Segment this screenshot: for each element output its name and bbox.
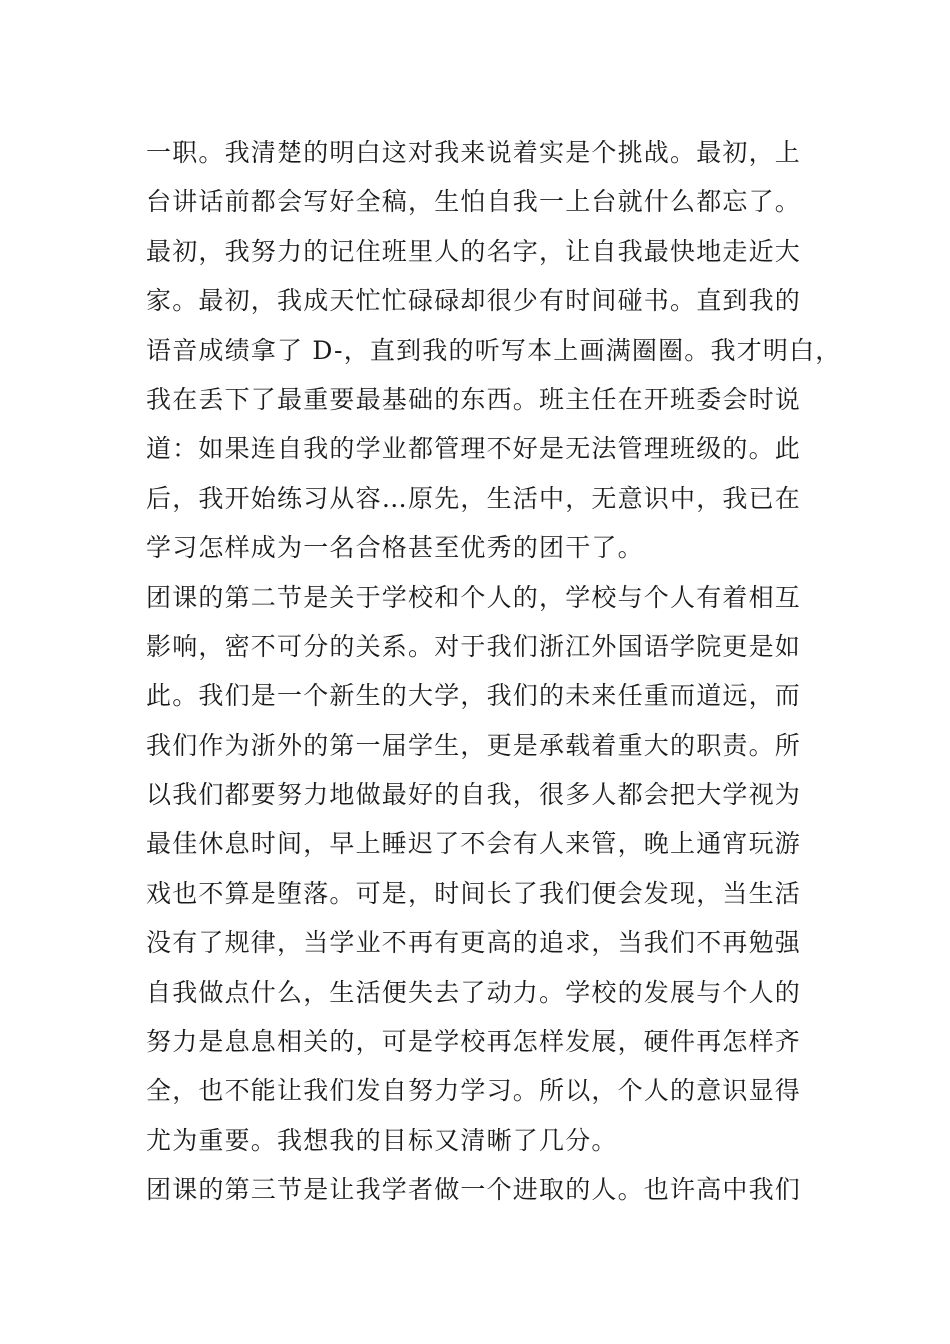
- text-line: 团课的第三节是让我学者做一个进取的人。也许高中我们: [146, 1175, 802, 1205]
- text-line: 最初，我努力的记住班里人的名字，让自我最快地走近大: [146, 236, 802, 266]
- text-line: 学习怎样成为一名合格甚至优秀的团干了。: [146, 533, 644, 563]
- document-body-text: [146, 128, 842, 1215]
- text-line: 团课的第二节是关于学校和个人的，学校与个人有着相互: [146, 582, 802, 612]
- text-line: 最佳休息时间，早上睡迟了不会有人来管，晚上通宵玩游: [146, 829, 802, 859]
- text-line: 努力是息息相关的，可是学校再怎样发展，硬件再怎样齐: [146, 1027, 802, 1057]
- text-line: 全，也不能让我们发自努力学习。所以，个人的意识显得: [146, 1076, 802, 1106]
- text-line: 我在丢下了最重要最基础的东西。班主任在开班委会时说: [146, 384, 802, 414]
- text-line: 台讲话前都会写好全稿，生怕自我一上台就什么都忘了。: [146, 187, 802, 217]
- text-line: 影响，密不可分的关系。对于我们浙江外国语学院更是如: [146, 631, 802, 661]
- text-line: 后，我开始练习从容…原先，生活中，无意识中，我已在: [146, 483, 802, 513]
- text-line: 没有了规律，当学业不再有更高的追求，当我们不再勉强: [146, 928, 802, 958]
- text-line: 一职。我清楚的明白这对我来说着实是个挑战。最初，上: [146, 138, 802, 167]
- text-line: 尤为重要。我想我的目标又清晰了几分。: [146, 1125, 618, 1155]
- text-line: 戏也不算是堕落。可是，时间长了我们便会发现，当生活: [146, 878, 802, 908]
- text-line: 我们作为浙外的第一届学生，更是承载着重大的职责。所: [146, 730, 802, 760]
- text-line: 道：如果连自我的学业都管理不好是无法管理班级的。此: [146, 434, 802, 464]
- text-line: 自我做点什么，生活便失去了动力。学校的发展与个人的: [146, 977, 802, 1007]
- text-line: 此。我们是一个新生的大学，我们的未来任重而道远，而: [146, 681, 802, 711]
- text-line: 以我们都要努力地做最好的自我，很多人都会把大学视为: [146, 780, 802, 810]
- text-line: 语音成绩拿了 D-，直到我的听写本上画满圈圈。我才明白，: [146, 335, 842, 365]
- text-line: 家。最初，我成天忙忙碌碌却很少有时间碰书。直到我的: [146, 286, 802, 316]
